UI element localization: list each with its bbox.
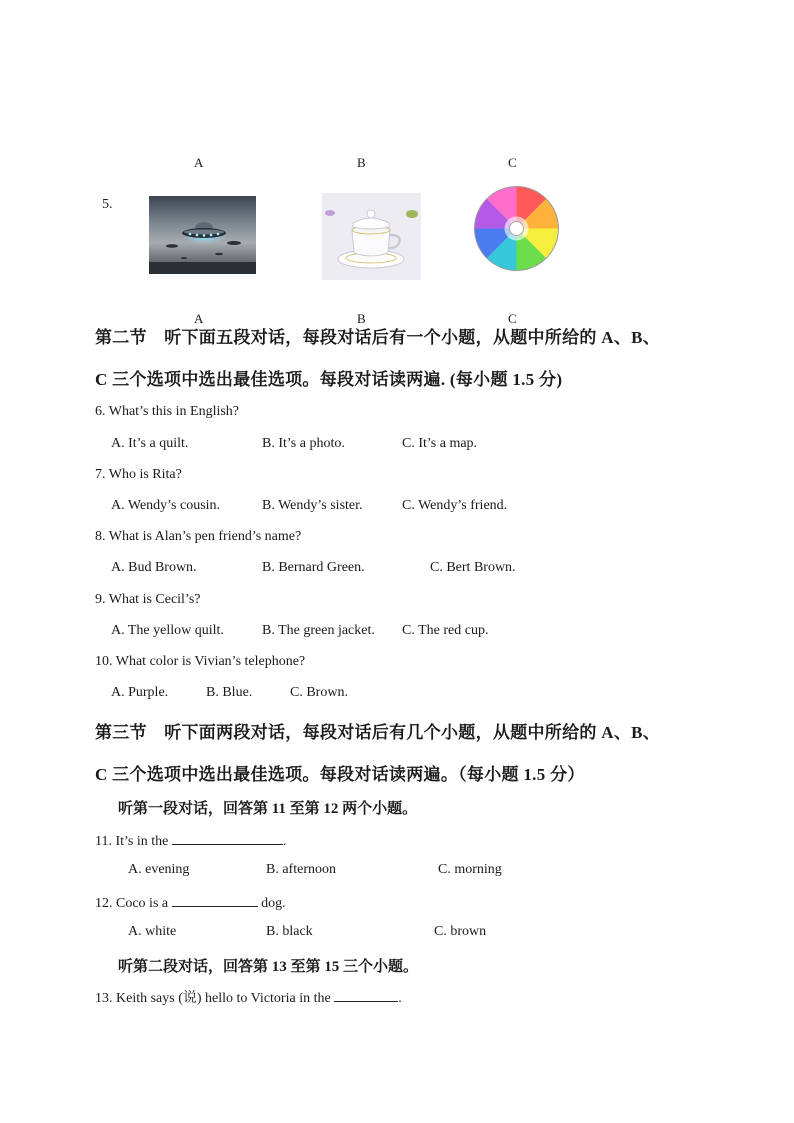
option-label-c-bottom: C	[508, 311, 517, 326]
question-12-stem	[95, 893, 286, 912]
dialog-1-instruction: 听第一段对话，回答第 11 至第 12 两个小题。	[118, 801, 418, 817]
question-13-blank[interactable]	[334, 988, 398, 1002]
question-13-stem	[95, 987, 402, 1007]
teacup-icon	[322, 193, 421, 280]
option-label-b-bottom: B	[357, 311, 366, 326]
question-12-option-b: B. black	[266, 924, 313, 939]
ufo-picture	[149, 196, 256, 274]
question-10-option-b: B. Blue.	[206, 685, 253, 700]
teacup-picture	[322, 193, 421, 280]
question-11-option-b: B. afternoon	[266, 862, 336, 877]
section-2-heading: 第二节 听下面五段对话，每段对话后有一个小题，从题中所给的 A、B、	[95, 328, 661, 347]
question-11-text: 11. It’s in the	[95, 834, 169, 849]
cd-picture	[473, 185, 560, 272]
question-number-5: 5.	[102, 197, 113, 212]
question-12-option-c: C. brown	[434, 924, 487, 939]
option-label-a-top: A	[194, 155, 204, 170]
cd-icon	[473, 185, 560, 272]
question-13-text: 13. Keith says (说) hello to Victoria in the	[95, 991, 331, 1006]
question-10-option-c: C. Brown.	[290, 685, 348, 700]
question-8-stem: 8. What is Alan’s pen friend’s name?	[95, 529, 302, 544]
question-11-period: .	[282, 834, 287, 849]
question-6-stem: 6. What’s this in English?	[95, 404, 240, 419]
question-8-option-a: A. Bud Brown.	[111, 560, 197, 575]
question-11-blank[interactable]	[172, 831, 283, 845]
question-10-stem: 10. What color is Vivian’s telephone?	[95, 654, 306, 669]
question-8-option-b: B. Bernard Green.	[262, 560, 365, 575]
question-6-option-b: B. It’s a photo.	[262, 436, 345, 451]
option-label-c-top: C	[508, 155, 517, 170]
question-7-option-c: C. Wendy’s friend.	[402, 498, 508, 513]
question-7-stem: 7. Who is Rita?	[95, 467, 182, 482]
question-9-option-c: C. The red cup.	[402, 623, 489, 638]
question-11-stem	[95, 831, 286, 850]
question-9-option-a: A. The yellow quilt.	[111, 623, 224, 638]
question-12-option-a: A. white	[128, 924, 177, 939]
question-7-option-b: B. Wendy’s sister.	[262, 498, 363, 513]
section-3-heading-continued: C 三个选项中选出最佳选项。每段对话读两遍。（每小题 1.5 分）	[95, 765, 585, 784]
question-12-text: 12. Coco is a	[95, 896, 169, 911]
question-6-option-a: A. It’s a quilt.	[111, 436, 189, 451]
section-3-heading: 第三节 听下面两段对话，每段对话后有几个小题，从题中所给的 A、B、	[95, 723, 661, 742]
question-9-stem: 9. What is Cecil’s?	[95, 592, 201, 607]
question-12-blank[interactable]	[172, 893, 258, 907]
option-label-b-top: B	[357, 155, 366, 170]
question-8-option-c: C. Bert Brown.	[430, 560, 516, 575]
question-9-option-b: B. The green jacket.	[262, 623, 375, 638]
section-2-heading-continued: C 三个选项中选出最佳选项。每段对话读两遍. (每小题 1.5 分)	[95, 370, 563, 389]
question-13-period: .	[398, 991, 402, 1006]
question-6-option-c: C. It’s a map.	[402, 436, 478, 451]
option-label-a-bottom: A	[194, 311, 204, 326]
question-10-option-a: A. Purple.	[111, 685, 169, 700]
question-11-option-a: A. evening	[128, 862, 190, 877]
question-7-option-a: A. Wendy’s cousin.	[111, 498, 221, 513]
ufo-icon	[149, 196, 256, 274]
dialog-2-instruction: 听第二段对话，回答第 13 至第 15 三个小题。	[118, 959, 419, 975]
question-11-option-c: C. morning	[438, 862, 502, 877]
question-12-suffix: dog.	[261, 896, 286, 911]
